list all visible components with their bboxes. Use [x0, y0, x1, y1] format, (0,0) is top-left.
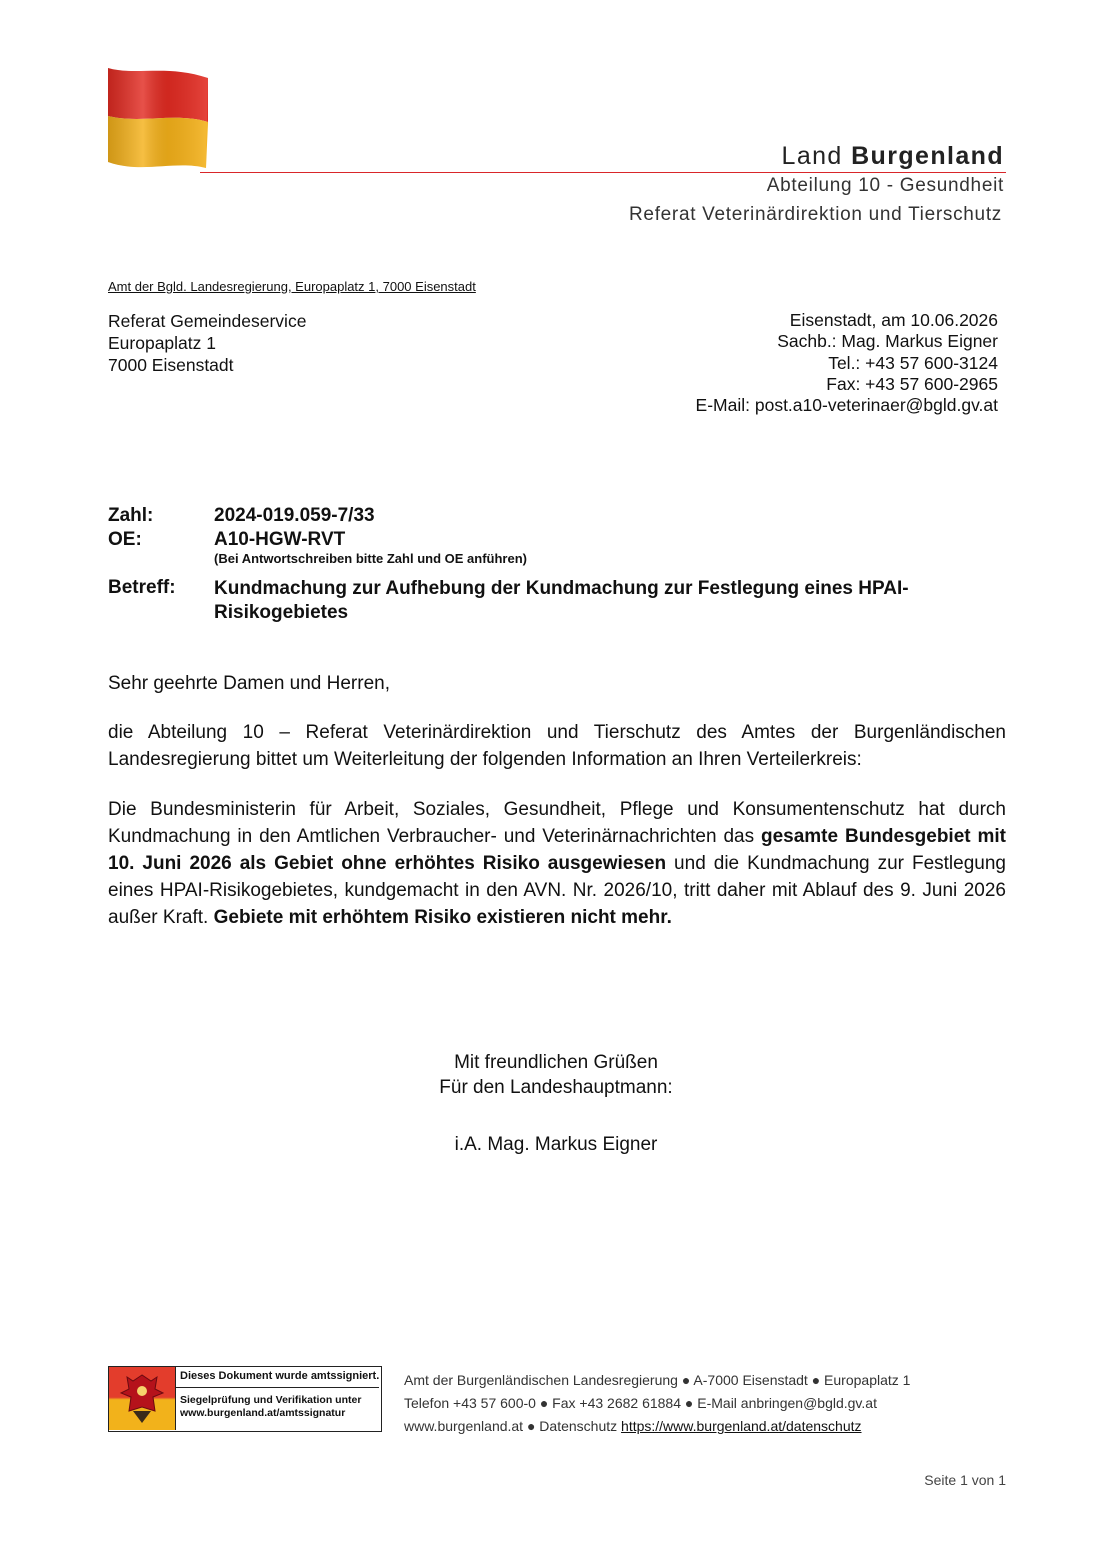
referat-name: Referat Veterinärdirektion und Tierschutz: [629, 204, 1002, 225]
zahl-label: Zahl:: [108, 505, 154, 526]
betreff-label: Betreff:: [108, 577, 176, 598]
footer-contact: [404, 1369, 910, 1438]
subject-text: Kundmachung zur Aufhebung der Kundmachung zur Festlegung eines HPAI-Risikogebietes: [214, 578, 909, 623]
oe-label: OE:: [108, 529, 142, 550]
footer-web-text: www.burgenland.at ● Datenschutz: [404, 1418, 622, 1434]
organization-title: [782, 142, 1004, 171]
body-paragraph-2: [108, 796, 1006, 931]
department-name: Abteilung 10 - Gesundheit: [766, 175, 1004, 196]
seal-text: [176, 1367, 379, 1431]
page-number: Seite 1 von 1: [924, 1472, 1006, 1488]
oe-value: A10-HGW-RVT: [214, 529, 346, 550]
sender-address-line: Amt der Bgld. Landesregierung, Europaplatz 1, 7000 Eisenstadt: [108, 279, 476, 294]
footer-address: Amt der Burgenländischen Landesregierung ● A-7000 Eisenstadt ● Europaplatz 1: [404, 1372, 911, 1388]
body-paragraph-1: die Abteilung 10 – Referat Veterinärdirektion und Tierschutz des Amtes der Burgenländischen Landesregierung bittet um Weiterleitung der folgenden Information an Ihren Verteilerkreis:: [108, 722, 1006, 770]
privacy-link[interactable]: https://www.burgenland.at/datenschutz: [621, 1418, 862, 1434]
salutation: Sehr geehrte Damen und Herren,: [108, 673, 390, 694]
closing-greeting: Mit freundlichen Grüßen: [454, 1052, 658, 1073]
official-signature-seal: [108, 1366, 382, 1432]
zahl-value: 2024-019.059-7/33: [214, 505, 375, 526]
signatory: i.A. Mag. Markus Eigner: [454, 1134, 658, 1155]
seal-url: www.burgenland.at/amtssignatur: [180, 1407, 346, 1419]
recipient-address: [108, 310, 306, 376]
reference-hint: (Bei Antwortschreiben bitte Zahl und OE anführen): [214, 551, 527, 566]
recipient-line: Europaplatz 1: [108, 333, 216, 353]
footer-contact-line: Telefon +43 57 600-0 ● Fax +43 2682 61884 ● E-Mail anbringen@bgld.gv.at: [404, 1395, 877, 1411]
coat-of-arms-icon: [109, 1367, 176, 1430]
fax-number: Fax: +43 57 600-2965: [826, 373, 998, 394]
seal-title: Dieses Dokument wurde amtssigniert.: [176, 1370, 379, 1388]
letter-date: Eisenstadt, am 10.06.2026: [789, 310, 998, 330]
paragraph-text: Die Bundesministerin für Arbeit, Soziales, Gesundheit, Pflege und Konsumentenschutz hat durch Kundmachung in den Amtlichen Verbraucher- und Veterinärnachrichten das: [108, 799, 1006, 847]
closing-on-behalf: Für den Landeshauptmann:: [439, 1077, 673, 1098]
email-address: E-Mail: post.a10-veterinaer@bgld.gv.at: [695, 395, 998, 416]
paragraph-text: und die Kundmachung zur Festlegung eines HPAI-Risikogebietes, kundgemacht in den AVN. Nr. 2026/10, tritt daher mit Ablauf des 9. Juni 2026 außer Kraft.: [108, 853, 1006, 928]
recipient-line: 7000 Eisenstadt: [108, 355, 234, 375]
letter-meta: [696, 310, 998, 416]
seal-info: Siegelprüfung und Verifikation unter: [180, 1394, 362, 1406]
org-prefix: Land: [781, 142, 843, 170]
org-name: Burgenland: [851, 142, 1004, 170]
burgenland-flag-logo: [106, 66, 210, 174]
paragraph-emphasis: Gebiete mit erhöhtem Risiko existieren nicht mehr.: [213, 907, 672, 928]
paragraph-emphasis: gesamte Bundesgebiet mit 10. Juni 2026 als Gebiet ohne erhöhtes Risiko ausgewiesen: [108, 826, 1006, 874]
recipient-line: Referat Gemeindeservice: [108, 311, 307, 331]
footer-web: [404, 1415, 910, 1438]
phone-number: Tel.: +43 57 600-3124: [828, 352, 998, 373]
case-officer: Sachb.: Mag. Markus Eigner: [777, 331, 998, 352]
header-rule: [200, 172, 1006, 173]
